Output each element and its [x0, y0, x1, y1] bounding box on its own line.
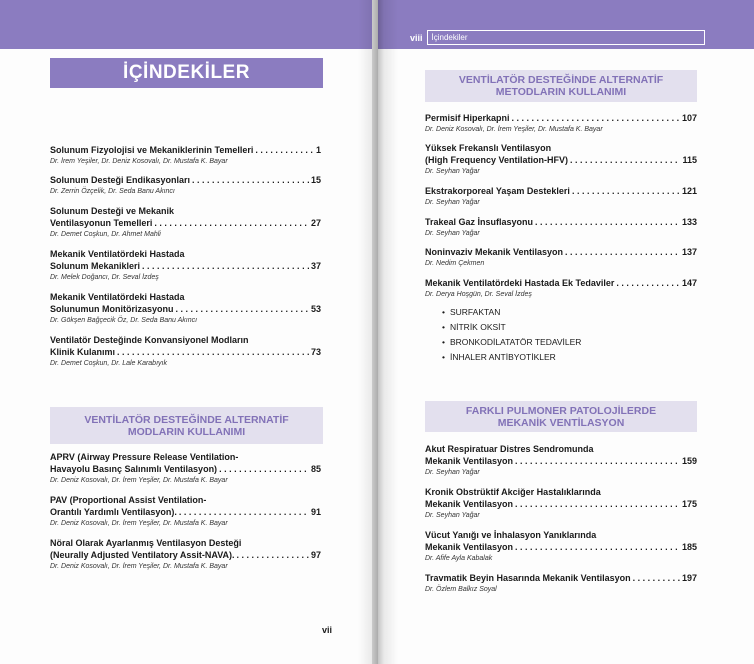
entry-authors: Dr. İrem Yeşiler, Dr. Deniz Kosovalı, Dr. Mustafa K. Bayar — [50, 158, 228, 165]
toc-entry[interactable] — [425, 216, 697, 239]
toc-entry[interactable] — [50, 174, 321, 197]
page-title: İÇİNDEKİLER — [50, 58, 323, 88]
running-page-number: viii — [410, 32, 423, 43]
entry-title-line: PAV (Proportional Assist Ventilation- — [50, 495, 207, 505]
entry-title: (High Frequency Ventilation-HFV) — [425, 155, 569, 165]
entry-title-line: Mekanik Ventilatördeki Hastada — [50, 249, 185, 259]
entry-title-line: Vücut Yanığı ve İnhalasyon Yanıklarında — [425, 530, 597, 540]
entry-title-line: APRV (Airway Pressure Release Ventilation- — [50, 452, 239, 462]
entry-title: Noninvaziv Mekanik Ventilasyon — [425, 247, 564, 257]
section-heading-line: MEKANİK VENTİLASYON — [497, 416, 625, 429]
entry-page-number: 197 — [681, 573, 697, 583]
entry-page-number: 185 — [681, 542, 697, 552]
section-heading — [425, 401, 697, 432]
entry-authors: Dr. Demet Coşkun, Dr. Lale Karabıyık — [50, 360, 167, 367]
bullet-item: • BRONKODİLATATÖR TEDAVİLER — [442, 335, 581, 350]
entry-page-number: 37 — [310, 261, 321, 271]
bullet-item: • İNHALER ANTİBYOTİKLER — [442, 350, 581, 365]
entry-title: Mekanik Ventilasyon — [425, 456, 514, 466]
toc-entry[interactable] — [425, 142, 697, 177]
entry-title: Solunum Mekanikleri — [50, 261, 141, 271]
entry-page-number: 15 — [310, 175, 321, 185]
entry-title-line: Solunum Desteği ve Mekanik — [50, 206, 175, 216]
entry-authors: Dr. Deniz Kosovalı, Dr. İrem Yeşiler, Dr. Mustafa K. Bayar — [50, 477, 228, 484]
entry-title: Ventilasyonun Temelleri — [50, 218, 153, 228]
entry-page-number: 27 — [310, 218, 321, 228]
entry-title-line: Kronik Obstrüktif Akciğer Hastalıklarında — [425, 487, 601, 497]
entry-title: Orantılı Yardımlı Ventilasyon). — [50, 507, 177, 517]
entry-page-number: 175 — [681, 499, 697, 509]
toc-entry[interactable] — [50, 537, 321, 572]
entry-page-number: 85 — [310, 464, 321, 474]
toc-entry[interactable] — [425, 246, 697, 269]
toc-entry[interactable] — [50, 334, 321, 369]
toc-entry[interactable] — [50, 451, 321, 486]
entry-page-number: 115 — [682, 155, 697, 165]
entry-title: Klinik Kulanımı — [50, 347, 116, 357]
entry-title: Solunum Fizyolojisi ve Mekaniklerinin Temelleri — [50, 145, 254, 155]
toc-entry[interactable] — [425, 443, 697, 478]
entry-authors: Dr. Nedim Çekmen — [425, 260, 485, 267]
entry-title: Mekanik Ventilasyon — [425, 499, 514, 509]
entry-title: Travmatik Beyin Hasarında Mekanik Ventilasyon — [425, 573, 631, 583]
entry-title: Solunumun Monitörizasyonu — [50, 304, 174, 314]
header-band — [0, 0, 372, 49]
entry-authors: Dr. Seyhan Yağar — [425, 199, 480, 206]
entry-page-number: 53 — [310, 304, 321, 314]
entry-authors: Dr. Derya Hoşgün, Dr. Seval İzdeş — [425, 291, 532, 298]
entry-authors: Dr. Gökşen Bağçecik Öz, Dr. Seda Banu Akıncı — [50, 317, 198, 324]
header-band — [378, 0, 754, 49]
entry-title: Ekstrakorporeal Yaşam Destekleri — [425, 186, 570, 196]
section-heading — [425, 70, 697, 102]
entry-page-number: 159 — [681, 456, 697, 466]
entry-authors: Dr. Seyhan Yağar — [425, 230, 480, 237]
entry-authors: Dr. Deniz Kosovalı, Dr. İrem Yeşiler, Dr. Mustafa K. Bayar — [425, 126, 603, 133]
entry-page-number: 1 — [315, 145, 321, 155]
toc-entry[interactable] — [425, 486, 697, 521]
toc-entry[interactable] — [50, 248, 321, 283]
entry-authors: Dr. Demet Coşkun, Dr. Ahmet Mahli — [50, 231, 161, 238]
toc-entry[interactable] — [425, 185, 697, 208]
left-page — [0, 0, 372, 664]
entry-title-line: Yüksek Frekanslı Ventilasyon — [425, 143, 552, 153]
entry-title: Solunum Desteği Endikasyonları — [50, 175, 191, 185]
entry-title: Trakeal Gaz İnsuflasyonu — [425, 217, 534, 227]
running-header: İçindekiler — [427, 30, 705, 45]
toc-entry[interactable] — [50, 144, 321, 167]
entry-authors: Dr. Deniz Kosovalı, Dr. İrem Yeşiler, Dr. Mustafa K. Bayar — [50, 520, 228, 527]
entry-authors: Dr. Seyhan Yağar — [425, 469, 480, 476]
entry-page-number: 107 — [681, 113, 697, 123]
section-heading-line: FARKLI PULMONER PATOLOJİLERDE — [465, 404, 657, 417]
toc-entry[interactable] — [425, 529, 697, 564]
entry-title: (Neurally Adjusted Ventilatory Assit-NAVA). — [50, 550, 235, 560]
entry-page-number: 147 — [681, 278, 697, 288]
entry-authors: Dr. Özlem Balkız Soyal — [425, 586, 497, 593]
toc-entry[interactable] — [425, 572, 697, 595]
toc-entry[interactable] — [50, 205, 321, 240]
toc-entry[interactable] — [50, 494, 321, 529]
entry-title-line: Nöral Olarak Ayarlanmış Ventilasyon Desteği — [50, 538, 242, 548]
section-heading-line: VENTİLATÖR DESTEĞİNDE ALTERNATİF — [458, 74, 664, 86]
entry-page-number: 121 — [681, 186, 697, 196]
toc-entry[interactable] — [425, 277, 697, 300]
entry-title-line: Akut Respiratuar Distres Sendromunda — [425, 444, 594, 454]
section-heading-line: METODLARIN KULLANIMI — [495, 86, 627, 98]
toc-entry[interactable] — [425, 112, 697, 135]
entry-title: Permisif Hiperkapni — [425, 113, 510, 123]
entry-title: Mekanik Ventilasyon — [425, 542, 514, 552]
page-number: vii — [322, 625, 333, 635]
toc-entry[interactable] — [50, 291, 321, 326]
treatment-bullet-list — [442, 305, 581, 365]
entry-authors: Dr. Seyhan Yağar — [425, 512, 480, 519]
section-heading-line: MODLARIN KULLANIMI — [127, 425, 246, 438]
entry-page-number: 73 — [310, 347, 321, 357]
entry-title: Havayolu Basınç Salınımlı Ventilasyon) — [50, 464, 218, 474]
entry-page-number: 137 — [681, 247, 697, 257]
entry-page-number: 133 — [681, 217, 697, 227]
entry-title-line: Mekanik Ventilatördeki Hastada — [50, 292, 185, 302]
section-heading — [50, 407, 323, 444]
entry-authors: Dr. Zerrin Özçelik, Dr. Seda Banu Akıncı — [50, 188, 175, 195]
bullet-item: • SURFAKTAN — [442, 305, 581, 320]
section-heading-line: VENTİLATÖR DESTEĞİNDE ALTERNATİF — [84, 413, 289, 426]
entry-page-number: 97 — [310, 550, 321, 560]
entry-page-number: 91 — [310, 507, 321, 517]
entry-authors: Dr. Deniz Kosovalı, Dr. İrem Yeşiler, Dr. Mustafa K. Bayar — [50, 563, 228, 570]
entry-title: Mekanik Ventilatördeki Hastada Ek Tedaviler — [425, 278, 615, 288]
entry-authors: Dr. Seyhan Yağar — [425, 168, 480, 175]
entry-authors: Dr. Melek Doğancı, Dr. Seval İzdeş — [50, 274, 159, 281]
bullet-item: • NİTRİK OKSİT — [442, 320, 581, 335]
entry-title-line: Ventilatör Desteğinde Konvansiyonel Modların — [50, 335, 249, 345]
entry-authors: Dr. Afife Ayla Kabalak — [425, 555, 493, 562]
